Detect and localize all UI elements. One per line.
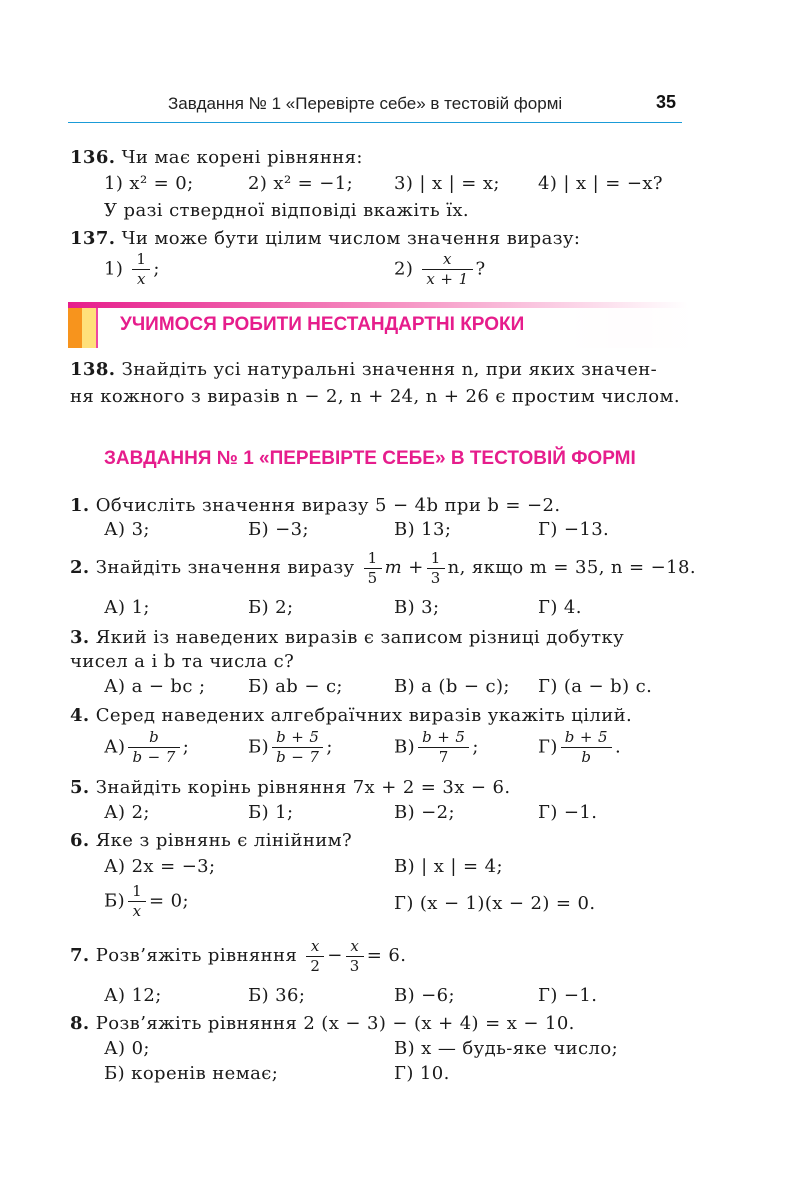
question-number: 3. [70, 627, 90, 648]
answer-label: В) [394, 736, 416, 758]
question-6 [70, 829, 690, 853]
answer-a: А) 2; [104, 802, 150, 823]
answer-v: В) −2; [394, 802, 455, 823]
answer-v: В) a (b − c); [394, 676, 510, 697]
fraction [132, 250, 150, 289]
fraction-numerator: x [346, 937, 364, 957]
answer-v: В) 3; [394, 597, 440, 618]
fraction-denominator: 3 [430, 568, 441, 587]
question-number: 5. [70, 777, 90, 798]
question-number: 7. [70, 945, 90, 966]
question-6-answers-row-2 [70, 882, 690, 926]
question-text: Яке з рівнянь є лінійним? [95, 830, 353, 851]
problem-text: Чи може бути цілим числом значення виразу: [121, 228, 581, 249]
answer-a: А) 1; [104, 597, 150, 618]
question-8-answers-row-2 [70, 1062, 690, 1086]
answer-g: Г) (a − b) c. [538, 676, 653, 697]
answer-b: Б) 1; [248, 802, 294, 823]
answer-b: Б) ab − c; [248, 676, 343, 697]
answer-g: Г) 10. [394, 1063, 450, 1084]
question-3 [70, 626, 690, 650]
option-1 [104, 250, 160, 289]
fraction-numerator: 1 [132, 250, 150, 270]
fraction-one-third [427, 549, 445, 588]
banner-tab-orange [68, 308, 82, 348]
answer-a: А) 3; [104, 519, 150, 540]
fraction-denominator: x [132, 902, 142, 920]
fraction-denominator: b − 7 [276, 748, 320, 766]
answer-a: А) 0; [104, 1038, 150, 1059]
fraction [128, 882, 146, 921]
answer-a: А) 12; [104, 985, 162, 1006]
option-3: 3) | x | = x; [394, 173, 500, 194]
question-2 [70, 546, 696, 590]
problem-text: Чи має корені рівняння: [121, 147, 363, 168]
question-number: 2. [70, 557, 90, 578]
answer-end: = 0; [149, 890, 189, 912]
option-label: 2) [394, 258, 414, 280]
expression-tail: n, якщо m = 35, n = −18. [447, 557, 696, 578]
problem-138 [70, 358, 690, 382]
fraction-denominator: 7 [438, 748, 449, 766]
option-end: ? [475, 258, 486, 280]
answer-b: Б) коренів немає; [104, 1063, 279, 1084]
minus-sign: − [327, 945, 343, 966]
question-1 [70, 494, 690, 518]
question-text: Серед наведених алгебраїчних виразів укажіть цілий. [95, 705, 633, 726]
question-3-line-2: чисел a і b та числа c? [70, 651, 295, 672]
answer-b: Б) −3; [248, 519, 309, 540]
answer-label: Г) [538, 736, 558, 758]
fraction-numerator: b + 5 [272, 728, 323, 748]
answer-label: Б) [104, 890, 126, 912]
question-8-answers-row-1 [70, 1037, 690, 1061]
question-7-answers [70, 984, 690, 1008]
fraction-numerator: b [128, 728, 179, 748]
question-6-answers-row-1 [70, 855, 690, 879]
question-4 [70, 704, 690, 728]
answer-g: Г) −1. [538, 802, 598, 823]
answer-end: ; [326, 736, 333, 758]
answer-v: В) 13; [394, 519, 452, 540]
fraction-denominator: x [136, 270, 146, 288]
question-text: Розв’яжіть рівняння [95, 945, 298, 966]
answer-g: Г) (x − 1)(x − 2) = 0. [394, 893, 596, 914]
fraction-numerator: 1 [128, 882, 146, 902]
fraction-x-over-2 [306, 937, 324, 976]
problem-text-line-1: Знайдіть усі натуральні значення n, при яких значен- [121, 359, 658, 380]
question-2-answers [70, 596, 690, 620]
option-label: 1) [104, 258, 124, 280]
fraction-numerator: x [422, 250, 472, 270]
problem-136-options [70, 172, 690, 196]
fraction-numerator: 1 [427, 549, 445, 569]
expression-tail: = 6. [366, 945, 407, 966]
answer-end: ; [472, 736, 479, 758]
section-banner [68, 302, 690, 348]
fraction-denominator: 2 [310, 956, 321, 975]
answer-a: А) 2x = −3; [104, 856, 216, 877]
fraction-numerator: 1 [364, 549, 382, 569]
option-2: 2) x² = −1; [248, 173, 354, 194]
problem-136 [70, 146, 690, 170]
answer-b: Б) 36; [248, 985, 306, 1006]
fraction-denominator: b [581, 748, 592, 766]
question-number: 1. [70, 495, 90, 516]
fraction-x-over-3 [346, 937, 364, 976]
problem-137-options [70, 250, 690, 294]
fraction [418, 728, 469, 767]
question-1-answers [70, 518, 690, 542]
answer-v: В) | x | = 4; [394, 856, 503, 877]
page-number: 35 [655, 92, 676, 112]
answer-end: . [615, 736, 622, 758]
question-8 [70, 1012, 690, 1036]
question-3-answers [70, 675, 690, 699]
question-5-answers [70, 801, 690, 825]
problem-137 [70, 227, 690, 251]
fraction [272, 728, 323, 767]
option-2 [394, 250, 486, 289]
fraction [128, 728, 179, 767]
option-4: 4) | x | = −x? [538, 173, 663, 194]
question-text: Обчисліть значення виразу 5 − 4b при b = −2. [95, 495, 561, 516]
answer-a [104, 728, 189, 767]
answer-a: А) a − bc ; [104, 676, 206, 697]
fraction-numerator: b + 5 [418, 728, 469, 748]
question-7 [70, 934, 690, 978]
answer-b: Б) 2; [248, 597, 294, 618]
fraction-one-fifth [364, 549, 382, 588]
answer-g [538, 728, 621, 767]
answer-b [104, 882, 189, 921]
option-1: 1) x² = 0; [104, 173, 194, 194]
question-4-answers [70, 728, 690, 772]
answer-b [248, 728, 333, 767]
question-number: 8. [70, 1013, 90, 1034]
test-section-title: ЗАВДАННЯ № 1 «ПЕРЕВІРТЕ СЕБЕ» В ТЕСТОВІЙ ФОРМІ [104, 448, 636, 469]
expression-part: m + [384, 557, 424, 578]
running-header [68, 88, 682, 123]
answer-label: А) [104, 736, 126, 758]
problem-136-note: У разі ствердної відповіді вкажіть їх. [104, 200, 470, 221]
problem-138-line-2: ня кожного з виразів n − 2, n + 24, n + 26 є простим числом. [70, 386, 681, 407]
question-text: Знайдіть корінь рівняння 7x + 2 = 3x − 6. [95, 777, 511, 798]
fraction [422, 250, 472, 289]
fraction-numerator: b + 5 [561, 728, 612, 748]
header-title: Завдання № 1 «Перевірте себе» в тестовій формі [168, 94, 563, 113]
answer-end: ; [182, 736, 190, 758]
question-text: Розв’яжіть рівняння 2 (x − 3) − (x + 4) = x − 10. [95, 1013, 575, 1034]
fraction-denominator: 3 [349, 956, 360, 975]
answer-label: Б) [248, 736, 270, 758]
answer-v: В) x — будь-яке число; [394, 1038, 619, 1059]
problem-number: 137. [70, 228, 116, 249]
answer-g: Г) 4. [538, 597, 582, 618]
answer-v [394, 728, 479, 767]
question-5 [70, 776, 690, 800]
banner-title: УЧИМОСЯ РОБИТИ НЕСТАНДАРТНІ КРОКИ [120, 314, 525, 335]
answer-g: Г) −13. [538, 519, 610, 540]
fraction-denominator: 5 [367, 568, 378, 587]
option-end: ; [153, 258, 160, 280]
problem-number: 136. [70, 147, 116, 168]
fraction [561, 728, 612, 767]
fraction-denominator: b − 7 [132, 748, 176, 766]
question-number: 4. [70, 705, 90, 726]
problem-number: 138. [70, 359, 116, 380]
banner-tab-yellow [82, 308, 96, 348]
fraction-numerator: x [306, 937, 324, 957]
fraction-denominator: x + 1 [426, 270, 469, 288]
question-number: 6. [70, 830, 90, 851]
question-text-line-1: Який із наведених виразів є записом різниці добутку [95, 627, 625, 648]
question-text: Знайдіть значення виразу [95, 557, 355, 578]
answer-g: Г) −1. [538, 985, 598, 1006]
answer-v: В) −6; [394, 985, 455, 1006]
